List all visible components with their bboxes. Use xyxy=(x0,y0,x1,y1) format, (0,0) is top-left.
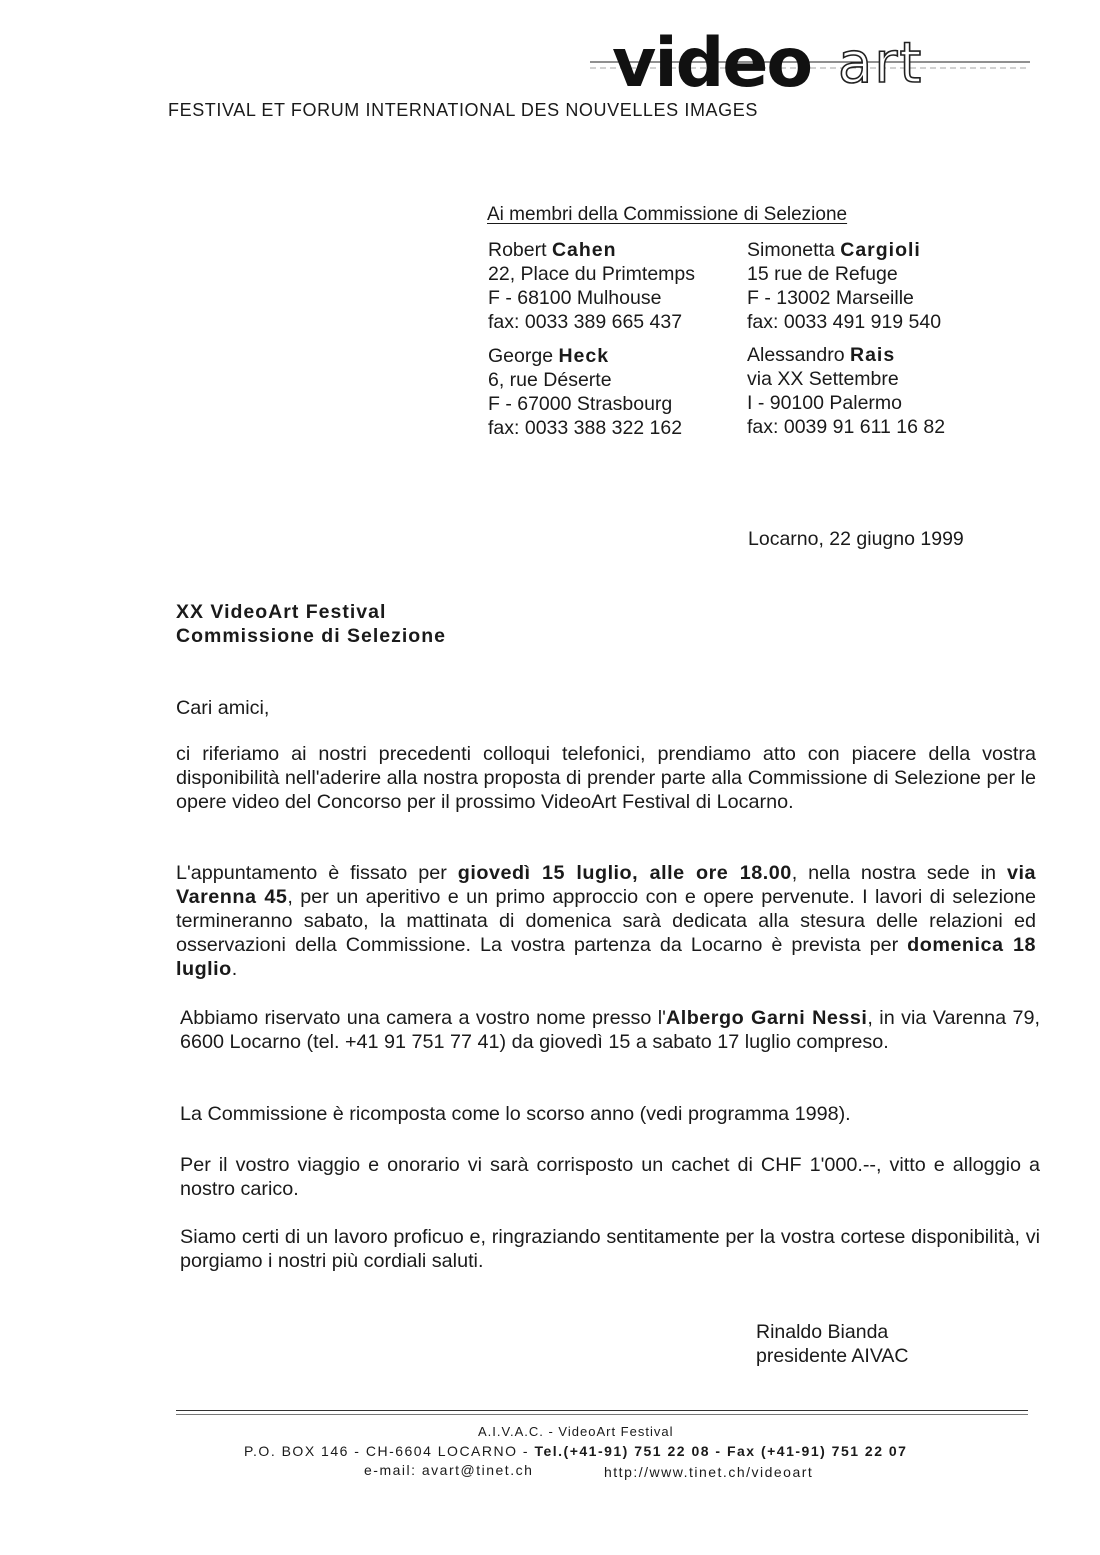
recipient-address: 22, Place du Primtemps xyxy=(488,263,696,285)
signature xyxy=(756,1320,908,1368)
recipient-rais xyxy=(747,343,945,439)
paragraph-2: L'appuntamento è fissato per giovedì 15 luglio, alle ore 18.00, nella nostra sede in via Varenna 45, per un aperitivo e un primo approccio con e opere pervenute. I lavori di selezione termineranno sabato, la mattinata di domenica sarà dedicata alla stesura delle relazioni ed osservazioni della Commissione. La vostra partenza da Locarno è prevista per domenica 18 luglio. xyxy=(176,862,1037,980)
paragraph-1: ci riferiamo ai nostri precedenti colloqui telefonici, prendiamo atto con piacere della vostra disponibilità nell'aderire alla nostra proposta di prender parte alla Commissione di Selezione per le opere video del Concorso per il prossimo VideoArt Festival di Locarno. xyxy=(176,743,1036,813)
letter-subject xyxy=(176,600,446,648)
recipient-cargioli xyxy=(747,238,941,334)
salutation: Cari amici, xyxy=(176,697,270,719)
recipient-address: via XX Settembre xyxy=(747,368,899,390)
recipient-fax: fax: 0033 491 919 540 xyxy=(747,311,942,333)
recipient-fax: fax: 0039 91 611 16 82 xyxy=(747,416,946,438)
paragraph-3: Abbiamo riservato una camera a vostro nome presso l'Albergo Garni Nessi, in via Varenna 79, 6600 Locarno (tel. +41 91 751 77 41) da giovedì 15 a sabato 17 luglio compreso. xyxy=(180,1007,1040,1053)
recipient-city: F - 68100 Mulhouse xyxy=(488,287,662,309)
recipient-city: F - 67000 Strasbourg xyxy=(488,393,673,415)
recipient-fax: fax: 0033 388 322 162 xyxy=(488,417,683,439)
svg-text:art: art xyxy=(838,31,924,96)
recipient-name: Simonetta Cargioli xyxy=(747,239,921,261)
recipient-heck xyxy=(488,344,682,440)
footer-email: e-mail: avart@tinet.ch xyxy=(364,1462,534,1478)
recipient-fax: fax: 0033 389 665 437 xyxy=(488,311,683,333)
recipient-city: F - 13002 Marseille xyxy=(747,287,914,309)
recipient-name: Robert Cahen xyxy=(488,239,617,261)
footer-contacts: P.O. BOX 146 - CH-6604 LOCARNO - Tel.(+41-91) 751 22 08 - Fax (+41-91) 751 22 07 xyxy=(244,1443,908,1459)
recipients-heading: Ai membri della Commissione di Selezione xyxy=(487,204,848,225)
paragraph-6: Siamo certi di un lavoro proficuo e, ringraziando sentitamente per la vostra cortese disponibilità, vi porgiamo i nostri più cordiali saluti. xyxy=(180,1226,1040,1272)
footer-website: http://www.tinet.ch/videoart xyxy=(604,1464,814,1480)
festival-tagline: FESTIVAL ET FORUM INTERNATIONAL DES NOUVELLES IMAGES xyxy=(168,100,758,120)
subject-line-2: Commissione di Selezione xyxy=(176,625,446,647)
signatory-role: presidente AIVAC xyxy=(756,1345,909,1367)
paragraph-4: La Commissione è ricomposta come lo scorso anno (vedi programma 1998). xyxy=(180,1103,851,1125)
letter-date: Locarno, 22 giugno 1999 xyxy=(748,528,964,550)
videoart-logo xyxy=(590,18,1030,98)
footer-divider-secondary xyxy=(176,1414,1028,1415)
recipient-name: Alessandro Rais xyxy=(747,344,896,366)
recipient-name: George Heck xyxy=(488,345,610,367)
footer-org: A.I.V.A.C. - VideoArt Festival xyxy=(478,1424,674,1439)
signatory-name: Rinaldo Bianda xyxy=(756,1321,889,1343)
recipient-address: 15 rue de Refuge xyxy=(747,263,898,285)
recipient-address: 6, rue Déserte xyxy=(488,369,612,391)
footer-divider xyxy=(176,1410,1028,1411)
recipient-city: I - 90100 Palermo xyxy=(747,392,903,414)
subject-line-1: XX VideoArt Festival xyxy=(176,601,387,623)
svg-text:video: video xyxy=(612,24,812,98)
paragraph-5: Per il vostro viaggio e onorario vi sarà corrisposto un cachet di CHF 1'000.--, vitto e alloggio a nostro carico. xyxy=(180,1154,1040,1200)
recipient-cahen xyxy=(488,238,695,334)
